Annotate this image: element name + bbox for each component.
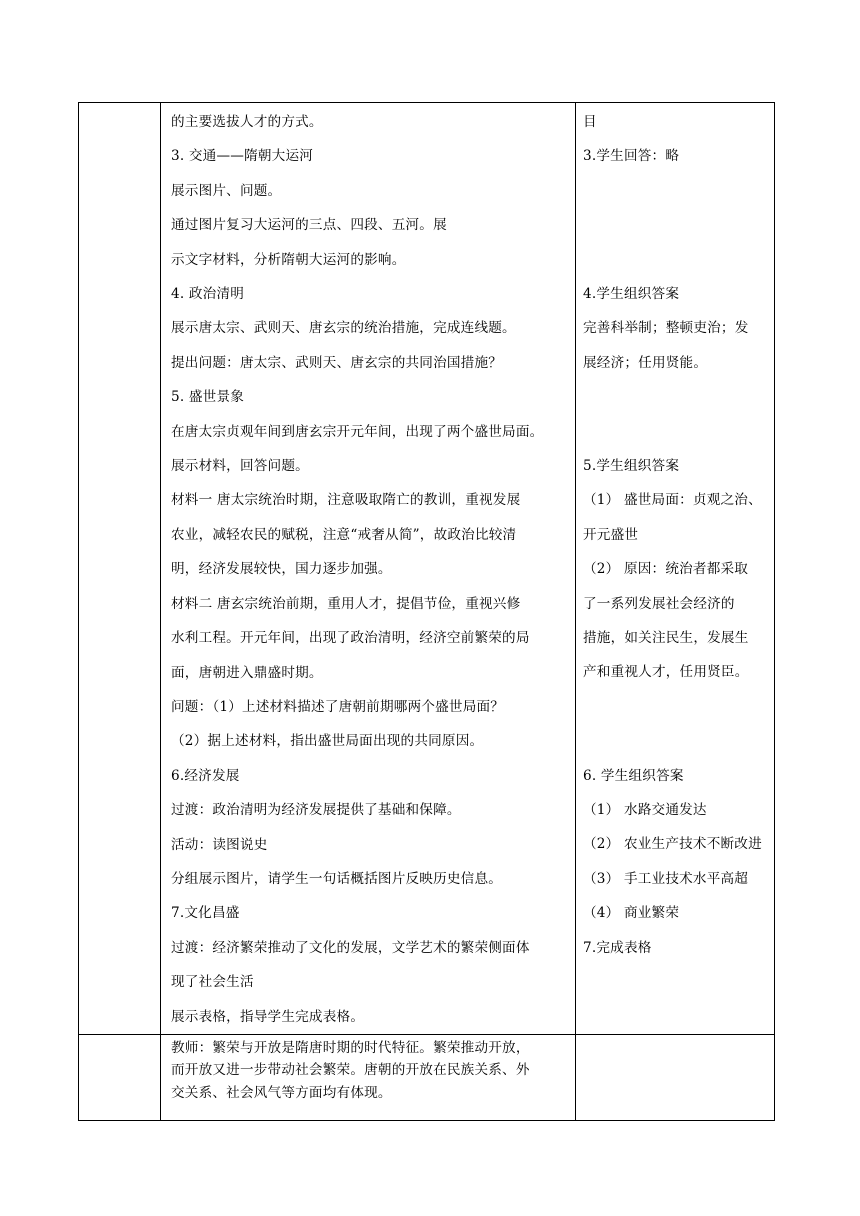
text-line: 开元盛世 xyxy=(583,526,639,543)
text-line: 措施，如关注民生，发展生 xyxy=(583,630,749,647)
text-line: 现了社会生活 xyxy=(171,974,254,991)
text-line: 分组展示图片，请学生一句话概括图片反映历史信息。 xyxy=(171,870,503,887)
text-line: 7.文化昌盛 xyxy=(171,905,240,922)
teacher-summary-cell xyxy=(161,1034,576,1120)
text-line: 活动：读图说史 xyxy=(171,836,268,853)
text-line: 7.完成表格 xyxy=(583,939,652,956)
text-line: 展经济；任用贤能。 xyxy=(583,354,708,371)
text-line: 而开放又进一步带动社会繁荣。唐朝的开放在民族关系、外 xyxy=(171,1062,530,1079)
left-column-cell xyxy=(79,1034,161,1120)
text-line: 4. 政治清明 xyxy=(171,286,245,303)
lesson-plan-table xyxy=(78,102,775,1121)
blank-line xyxy=(583,724,770,758)
blank-line xyxy=(583,243,770,277)
text-line: 通过图片复习大运河的三点、四段、五河。展 xyxy=(171,217,447,234)
text-line: （2） 原因：统治者都采取 xyxy=(583,561,749,578)
blank-line xyxy=(583,208,770,242)
text-line: （2） 农业生产技术不断改进 xyxy=(583,836,762,853)
text-line: （2）据上述材料，指出盛世局面出现的共同原因。 xyxy=(171,733,484,750)
text-line: 教师：繁荣与开放是隋唐时期的时代特征。繁荣推动开放， xyxy=(171,1039,530,1056)
text-line: 材料一 唐太宗统治时期，注意吸取隋亡的教训，重视发展 xyxy=(171,492,521,509)
text-line: 水利工程。开元年间，出现了政治清明，经济空前繁荣的局 xyxy=(171,630,530,647)
table-row xyxy=(79,103,775,1035)
text-line: 展示图片、问题。 xyxy=(171,182,282,199)
text-line: 4.学生组织答案 xyxy=(583,285,680,302)
teacher-activity-cell xyxy=(161,103,576,1035)
text-line: 3.学生回答：略 xyxy=(583,148,680,165)
text-line: 的主要选拔人才的方式。 xyxy=(171,114,323,130)
text-line: 完善科举制；整顿吏治；发 xyxy=(583,320,749,337)
text-line: 过渡：政治清明为经济发展提供了基础和保障。 xyxy=(171,802,461,819)
text-line: （3） 手工业技术水平高超 xyxy=(583,870,749,887)
text-line: 明，经济发展较快，国力逐步加强。 xyxy=(171,561,392,578)
text-line: 面，唐朝进入鼎盛时期。 xyxy=(171,664,323,681)
text-line: 交关系、社会风气等方面均有体现。 xyxy=(171,1084,392,1101)
text-line: 材料二 唐玄宗统治前期，重用人才，提倡节俭，重视兴修 xyxy=(171,595,521,612)
text-line: 了一系列发展社会经济的 xyxy=(583,595,735,612)
blank-line xyxy=(583,380,770,414)
text-line: （4） 商业繁荣 xyxy=(583,905,680,922)
text-line: （1） 盛世局面：贞观之治、 xyxy=(583,492,762,509)
text-line: 展示材料，回答问题。 xyxy=(171,458,309,475)
text-line: 农业，减轻农民的赋税，注意“戒奢从简”，故政治比较清 xyxy=(171,526,517,543)
text-line: 展示表格，指导学生完成表格。 xyxy=(171,1008,365,1025)
text-line: 产和重视人才，任用贤臣。 xyxy=(583,664,749,681)
student-activity-cell xyxy=(576,1034,775,1120)
text-line: 6.经济发展 xyxy=(171,767,240,784)
text-line: 5. 盛世景象 xyxy=(171,389,245,406)
blank-line xyxy=(583,690,770,724)
text-line: 在唐太宗贞观年间到唐玄宗开元年间，出现了两个盛世局面。 xyxy=(171,423,544,440)
text-line: 6. 学生组织答案 xyxy=(583,767,684,784)
text-line: 目 xyxy=(583,114,597,130)
blank-line xyxy=(583,174,770,208)
table-row xyxy=(79,1034,775,1120)
text-line: 过渡：经济繁荣推动了文化的发展，文学艺术的繁荣侧面体 xyxy=(171,939,530,956)
text-line: 问题：（1）上述材料描述了唐朝前期哪两个盛世局面？ xyxy=(171,698,505,715)
text-line: 提出问题：唐太宗、武则天、唐玄宗的共同治国措施？ xyxy=(171,354,503,371)
text-line: 3. 交通——隋朝大运河 xyxy=(171,148,314,165)
text-line: 展示唐太宗、武则天、唐玄宗的统治措施，完成连线题。 xyxy=(171,320,516,337)
left-column-cell xyxy=(79,103,161,1035)
text-line: （1） 水路交通发达 xyxy=(583,802,707,819)
blank-line xyxy=(583,415,770,449)
text-line: 示文字材料，分析隋朝大运河的影响。 xyxy=(171,251,406,268)
text-line: 5.学生组织答案 xyxy=(583,457,680,474)
student-activity-cell xyxy=(576,103,775,1035)
